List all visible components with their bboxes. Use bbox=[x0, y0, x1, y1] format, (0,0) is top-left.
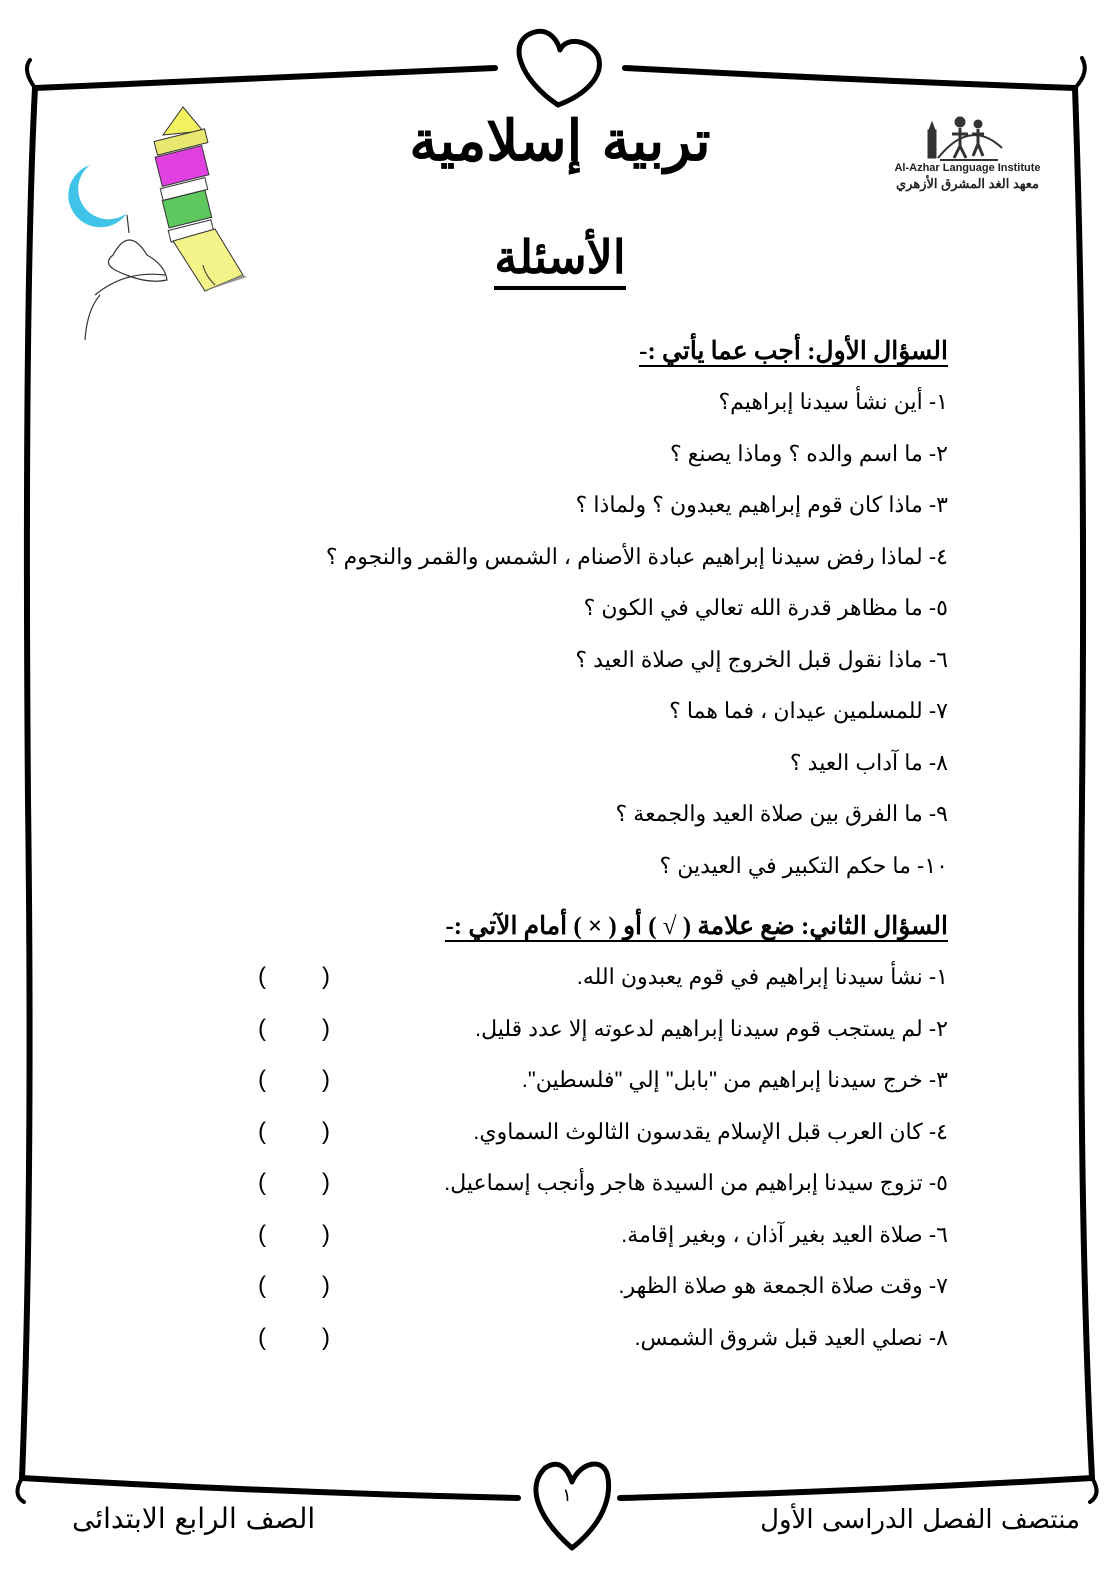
question1-item: ٥- ما مظاهر قدرة الله تعالي في الكون ؟ bbox=[583, 595, 948, 620]
question1-item: ١- أين نشأ سيدنا إبراهيم؟ bbox=[718, 389, 948, 414]
answer-paren-open: ( bbox=[322, 1117, 330, 1145]
answer-paren-close: ) bbox=[258, 1272, 266, 1299]
answer-paren-close: ) bbox=[258, 1066, 266, 1093]
question1-title-text: السؤال الأول: أجب عما يأتي :- bbox=[639, 338, 948, 365]
page-title: تربية إسلامية bbox=[409, 108, 711, 174]
answer-paren-close: ) bbox=[258, 1014, 266, 1042]
question1-item: ٧- للمسلمين عيدان ، فما هما ؟ bbox=[669, 698, 948, 723]
page-number: ١ bbox=[562, 1485, 572, 1505]
question2-title bbox=[170, 907, 948, 951]
footer-term: منتصف الفصل الدراسى الأول bbox=[760, 1505, 1080, 1535]
section-gap bbox=[170, 891, 948, 907]
statement-text: ٧- وقت صلاة الجمعة هو صلاة الظهر. bbox=[618, 1273, 948, 1298]
question1-item: ١٠- ما حكم التكبير في العيدين ؟ bbox=[659, 852, 948, 878]
statement-text: ٨- نصلي العيد قبل شروق الشمس. bbox=[634, 1324, 948, 1350]
question1-item: ٣- ماذا كان قوم إبراهيم يعبدون ؟ ولماذا ؟ bbox=[575, 492, 948, 517]
questions-content bbox=[170, 332, 948, 1363]
answer-paren-open: ( bbox=[322, 1220, 330, 1248]
true-false-row bbox=[170, 1312, 948, 1364]
logo-text-en: Al-Azhar Language Institute bbox=[894, 162, 1041, 174]
statement-text: ٣- خرج سيدنا إبراهيم من "بابل" إلي "فلسطين". bbox=[521, 1067, 948, 1092]
answer-paren-close: ) bbox=[258, 1220, 266, 1248]
statement-text: ١- نشأ سيدنا إبراهيم في قوم يعبدون الله. bbox=[576, 964, 948, 989]
answer-paren-close: ) bbox=[258, 1117, 266, 1145]
statement-text: ٦- صلاة العيد بغير آذان ، وبغير إقامة. bbox=[621, 1221, 948, 1247]
section-heading-text: الأسئلة bbox=[494, 230, 625, 290]
question1-item: ٦- ماذا نقول قبل الخروج إلي صلاة العيد ؟ bbox=[575, 646, 948, 672]
answer-paren-open: ( bbox=[322, 1272, 330, 1299]
statement-text: ٤- كان العرب قبل الإسلام يقدسون الثالوث السماوي. bbox=[473, 1118, 948, 1144]
section-heading bbox=[380, 230, 740, 284]
true-false-row bbox=[170, 1003, 948, 1055]
answer-paren-close: ) bbox=[258, 1323, 266, 1351]
minaret-crescent-icon bbox=[55, 95, 265, 355]
question1-item: ٩- ما الفرق بين صلاة العيد والجمعة ؟ bbox=[615, 801, 948, 826]
true-false-row bbox=[170, 1260, 948, 1312]
answer-paren-close: ) bbox=[258, 1169, 266, 1196]
question1-item: ٤- لماذا رفض سيدنا إبراهيم عبادة الأصنام ، الشمس والقمر والنجوم ؟ bbox=[325, 543, 948, 569]
question1-item: ٨- ما آداب العيد ؟ bbox=[789, 749, 948, 775]
answer-paren-open: ( bbox=[322, 963, 330, 990]
true-false-row bbox=[170, 951, 948, 1003]
true-false-row bbox=[170, 1209, 948, 1261]
answer-paren-open: ( bbox=[322, 1323, 330, 1351]
question1-item: ٢- ما اسم والده ؟ وماذا يصنع ؟ bbox=[669, 440, 948, 466]
answer-paren-open: ( bbox=[322, 1014, 330, 1042]
footer-grade: الصف الرابع الابتدائى bbox=[72, 1502, 316, 1535]
answer-paren-close: ) bbox=[258, 963, 266, 990]
statement-text: ٢- لم يستجب قوم سيدنا إبراهيم لدعوته إلا عدد قليل. bbox=[474, 1015, 948, 1041]
answer-paren-open: ( bbox=[322, 1169, 330, 1196]
true-false-row bbox=[170, 1157, 948, 1209]
question1-title bbox=[170, 332, 948, 376]
true-false-row bbox=[170, 1054, 948, 1106]
question2-title-text: السؤال الثاني: ضع علامة ( √ ) أو ( × ) أمام الآتي :- bbox=[445, 913, 948, 940]
statement-text: ٥- تزوج سيدنا إبراهيم من السيدة هاجر وأنجب إسماعيل. bbox=[444, 1170, 948, 1195]
true-false-row bbox=[170, 1106, 948, 1158]
answer-paren-open: ( bbox=[322, 1066, 330, 1093]
logo-text-ar: معهد الغد المشرق الأزهري bbox=[895, 176, 1039, 191]
